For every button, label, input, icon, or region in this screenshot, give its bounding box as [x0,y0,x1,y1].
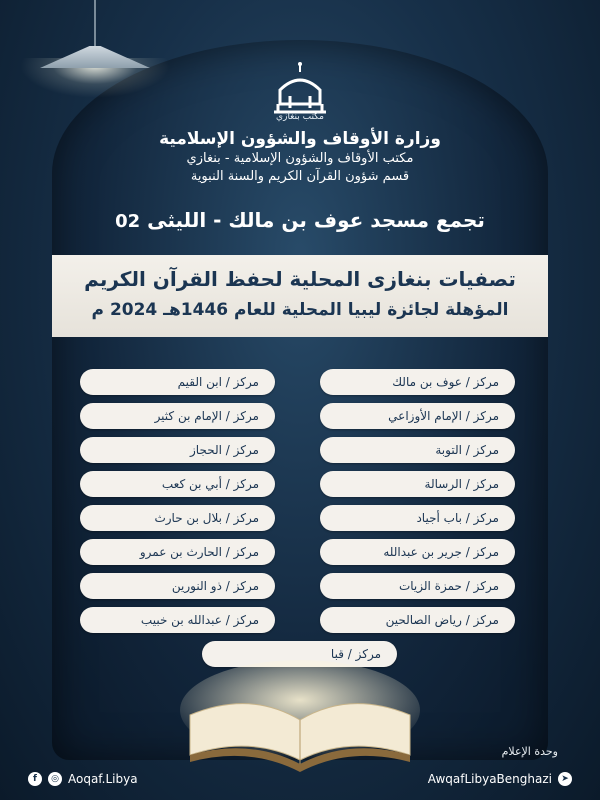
lamp-cord [94,0,96,48]
facebook-handle[interactable]: Aoqaf.Libya [68,772,138,786]
social-facebook-instagram[interactable] [28,772,138,786]
telegram-handle[interactable]: AwqafLibyaBenghazi [427,772,552,786]
center-pill: مركز / ابن القيم [80,369,275,395]
office-name: مكتب الأوقاف والشؤون الإسلامية - بنغازي [186,151,414,166]
center-pill: مركز / الرسالة [320,471,515,497]
center-pill: مركز / عوف بن مالك [320,369,515,395]
center-pill: مركز / جرير بن عبدالله [320,539,515,565]
center-pill: مركز / باب أجياد [320,505,515,531]
center-pill: مركز / الإمام بن كثير [80,403,275,429]
facebook-icon[interactable]: f [28,772,42,786]
logo-subtitle: مكتب بنغازي [276,112,324,122]
quran-book-icon [170,660,430,790]
gathering-name: تجمع مسجد عوف بن مالك - الليثى [147,208,485,232]
center-pill: مركز / أبي بن كعب [80,471,275,497]
center-pill: مركز / ذو النورين [80,573,275,599]
gathering-number: 02 [115,211,141,232]
gathering-title [60,205,540,237]
center-pill: مركز / رياض الصالحين [320,607,515,633]
media-unit-label: وحدة الإعلام [501,745,558,758]
center-pill: مركز / الحجاز [80,437,275,463]
ministry-name: وزارة الأوقاف والشؤون الإسلامية [159,129,441,149]
center-pill: مركز / التوبة [320,437,515,463]
center-pill: مركز / بلال بن حارث [80,505,275,531]
social-telegram[interactable] [428,772,572,786]
ministry-header [80,128,520,186]
banner-line-2: المؤهلة لجائزة ليبيا المحلية للعام 1446هـ 2024 م [91,300,509,320]
center-pill: مركز / الإمام الأوزاعي [320,403,515,429]
center-pill: مركز / الحارث بن عمرو [80,539,275,565]
telegram-icon[interactable]: ➤ [558,772,572,786]
center-pill-last: مركز / قبا [202,641,397,667]
banner-line-1: تصفيات بنغازى المحلية لحفظ القرآن الكريم [84,267,516,291]
instagram-icon[interactable]: ◎ [48,772,62,786]
center-pill: مركز / حمزة الزيات [320,573,515,599]
department-name: قسم شؤون القرآن الكريم والسنة النبوية [190,169,410,184]
lamp-icon [40,46,150,68]
competition-banner [52,255,548,337]
center-pill: مركز / عبدالله بن خبيب [80,607,275,633]
